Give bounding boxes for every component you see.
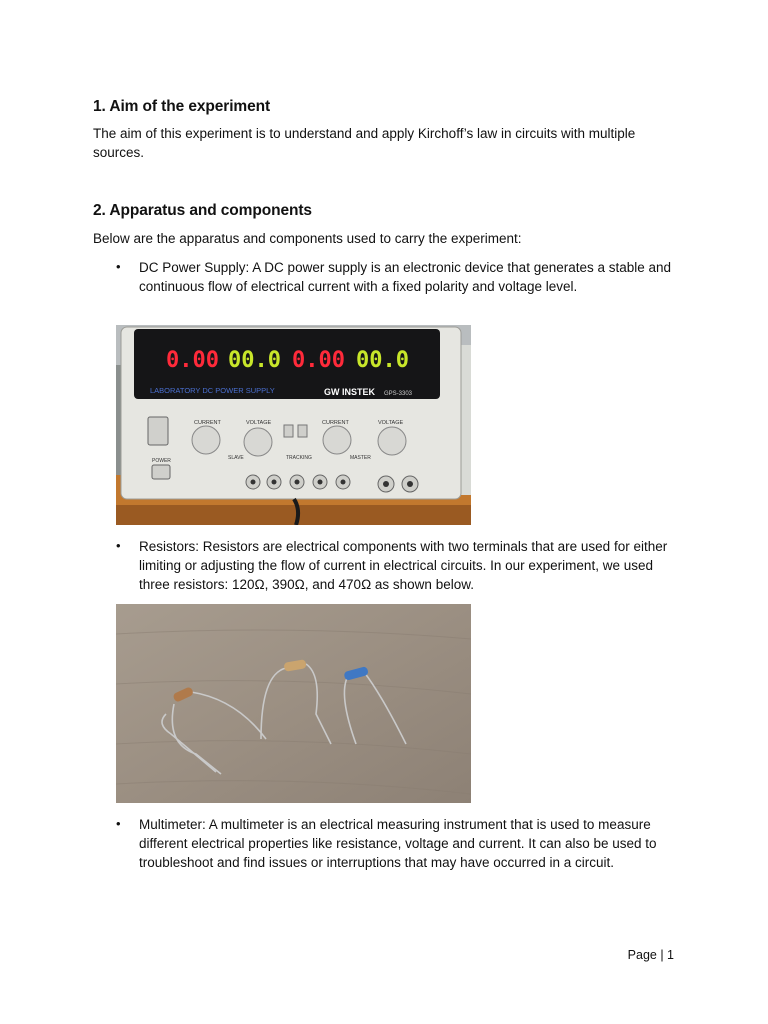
ps-knob-label-1: CURRENT: [194, 420, 221, 426]
page-number: Page | 1: [627, 948, 674, 962]
bullet-marker: •: [116, 259, 121, 274]
aim-paragraph: The aim of this experiment is to understand and apply Kirchoff’s law in circuits with multiple sources.: [93, 126, 636, 160]
section-heading-aim: 1. Aim of the experiment: [93, 98, 271, 115]
ps-knob-label-2: VOLTAGE: [246, 420, 272, 426]
bullet-marker: •: [116, 538, 121, 553]
bullet-marker: •: [116, 816, 121, 831]
list-item-power-supply: DC Power Supply: A DC power supply is an electronic device that generates a stable and continuous flow of electrical current with a fixed polarity and voltage level.: [139, 260, 672, 294]
ps-tracking-label: TRACKING: [286, 455, 312, 461]
ps-master-label: MASTER: [350, 455, 371, 461]
ps-knob-label-3: CURRENT: [322, 420, 349, 426]
list-item-resistors: Resistors: Resistors are electrical components with two terminals that are used for either limiting or adjusting the flow of current in electrical circuits. In our experiment, we used three resistors: 120Ω, 390Ω, and 470Ω as shown below.: [139, 539, 668, 592]
ps-display-3: 0.00: [292, 348, 345, 373]
ps-model: GPS-3303: [384, 391, 413, 397]
ps-panel-label: LABORATORY DC POWER SUPPLY: [150, 386, 275, 395]
ps-brand: GW INSTEK: [324, 387, 375, 397]
list-item-multimeter: Multimeter: A multimeter is an electrical measuring instrument that is used to measure different electrical properties like resistance, voltage and current. It can also be used to troubleshoot and find issues or interruptions that may have occurred in a circuit.: [139, 817, 657, 870]
resistors-photo: [116, 604, 471, 803]
ps-power-label: POWER: [152, 458, 171, 464]
ps-display-4: 00.0: [356, 348, 409, 373]
power-supply-photo: [116, 325, 471, 525]
ps-display-2: 00.0: [228, 348, 281, 373]
ps-slave-label: SLAVE: [228, 455, 244, 461]
section-heading-apparatus: 2. Apparatus and components: [93, 202, 312, 219]
ps-knob-label-4: VOLTAGE: [378, 420, 404, 426]
ps-display-1: 0.00: [166, 348, 219, 373]
apparatus-intro: Below are the apparatus and components used to carry the experiment:: [93, 231, 522, 246]
